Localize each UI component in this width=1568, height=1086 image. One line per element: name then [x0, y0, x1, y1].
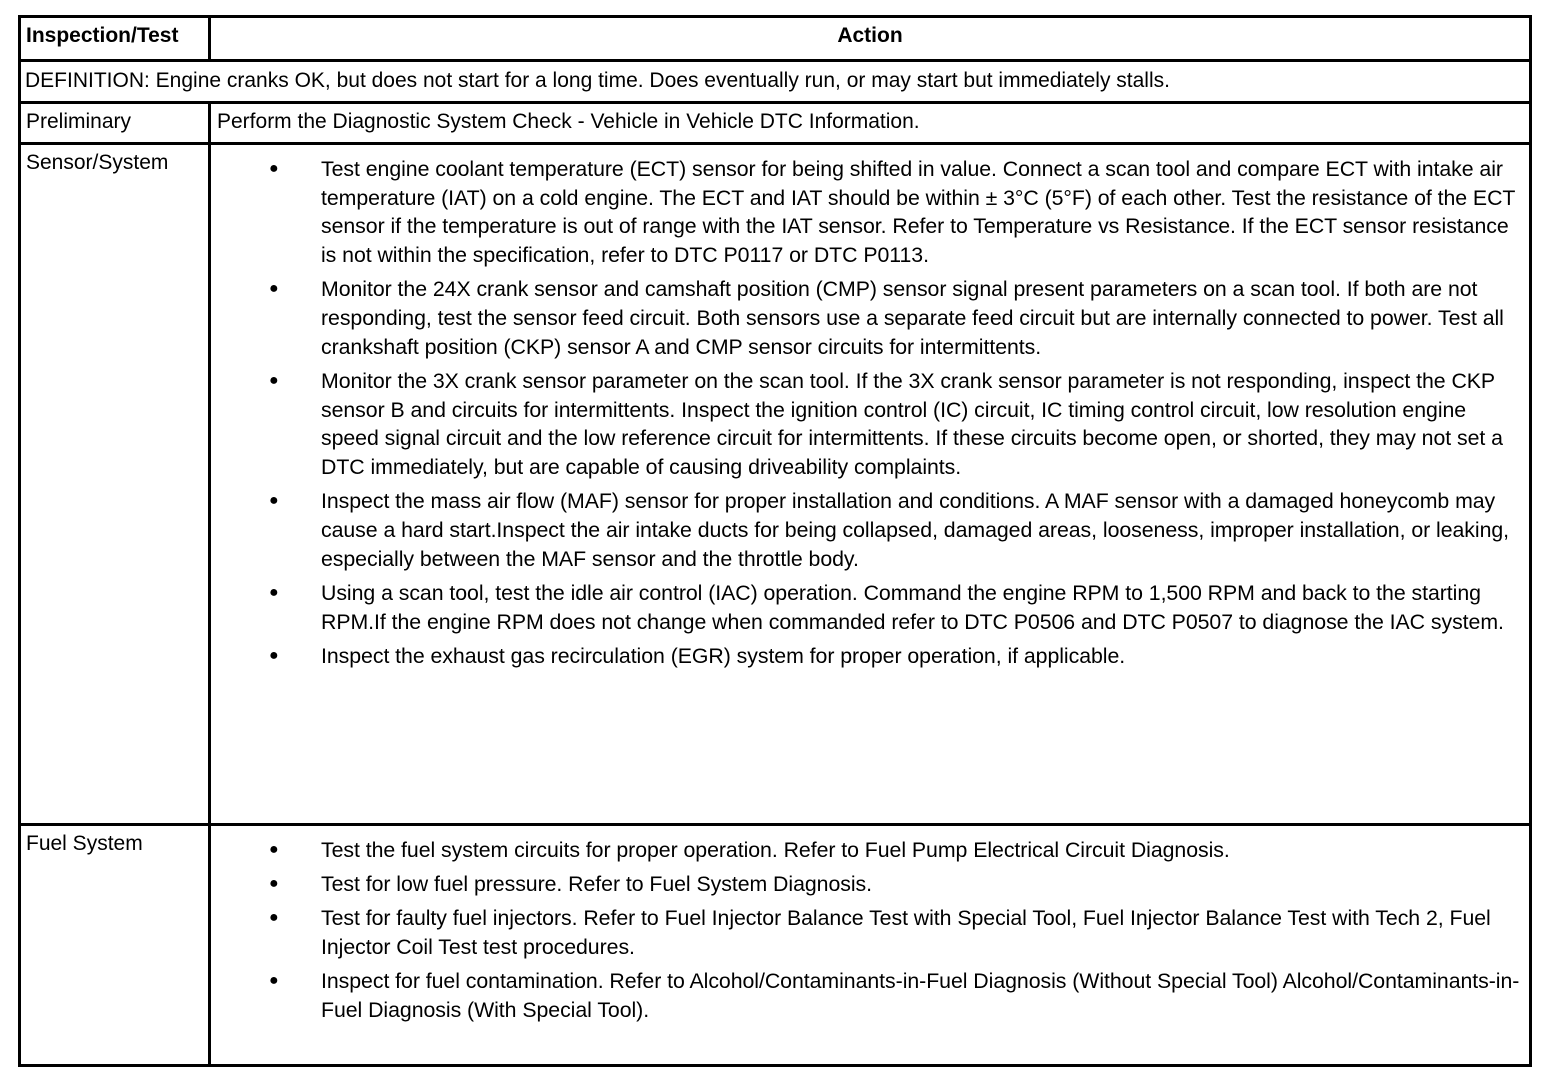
bullet-icon: ● — [269, 160, 279, 177]
diagnosis-table — [18, 15, 1532, 1067]
table-row-preliminary — [21, 101, 1529, 142]
list-item: ● Test engine coolant temperature (ECT) sensor for being shifted in value. Connect a scan tool and compare ECT with intake air temperature (IAT) on a cold engine. The ECT and IAT should be within ± 3°C (5°F) of each other. Test the resistance of the ECT sensor if the temperature is out of range with the IAT sensor. Refer to Temperature vs Resistance. If the ECT sensor resistance is not within the specification, refer to DTC P0117 or DTC P0113. — [269, 157, 1515, 268]
list-item: ● Monitor the 3X crank sensor parameter on the scan tool. If the 3X crank sensor parameter is not responding, inspect the CKP sensor B and circuits for intermittents. Inspect the ignition control (IC) circuit, IC timing control circuit, low resolution engine speed signal circuit and the low reference circuit for intermittents. If these circuits become open, or shorted, they may not set a DTC immediately, but are capable of causing driveability complaints. — [269, 368, 1503, 480]
list-item: ● Test the fuel system circuits for proper operation. Refer to Fuel Pump Electrical Circuit Diagnosis. — [217, 836, 1523, 865]
bullet-icon: ● — [269, 492, 279, 510]
bullet-icon: ● — [269, 280, 279, 298]
row-label: Fuel System — [21, 826, 211, 1064]
row-label: Preliminary — [21, 104, 211, 142]
fuel-checks-list — [217, 836, 1523, 1025]
list-item: ● Inspect the exhaust gas recirculation (EGR) system for proper operation, if applicable. — [217, 642, 1523, 671]
row-action-text: Perform the Diagnostic System Check - Vehicle in Vehicle DTC Information. — [217, 110, 920, 133]
bullet-icon: ● — [269, 875, 279, 893]
list-item: ● Test for low fuel pressure. Refer to Fuel System Diagnosis. — [217, 870, 1523, 899]
bullet-icon: ● — [269, 972, 279, 990]
table-row-fuel-system — [21, 823, 1529, 1064]
bullet-icon: ● — [269, 371, 279, 389]
list-item: ● Test for faulty fuel injectors. Refer to Fuel Injector Balance Test with Special Tool, Fuel Injector Balance Test with Tech 2, Fuel Injector Coil Test test procedures. — [269, 906, 1491, 960]
row-label: Sensor/System — [21, 145, 211, 823]
definition-row — [21, 59, 1529, 101]
bullet-icon: ● — [269, 841, 279, 858]
header-inspection-test: Inspection/Test — [21, 18, 211, 59]
bullet-icon: ● — [269, 909, 279, 927]
list-item: ● Inspect for fuel contamination. Refer to Alcohol/Contaminants-in-Fuel Diagnosis (Without Special Tool) Alcohol/Contaminants-in-Fuel Diagnosis (With Special Tool). — [269, 969, 1520, 1023]
header-action: Action — [837, 24, 903, 47]
definition-text: DEFINITION: Engine cranks OK, but does not start for a long time. Does eventually run, or may start but immediately stalls. — [25, 69, 1170, 92]
header-row — [21, 18, 1529, 59]
bullet-icon: ● — [269, 583, 279, 601]
bullet-icon: ● — [269, 646, 279, 664]
list-item: ● Inspect the mass air flow (MAF) sensor for proper installation and conditions. A MAF sensor with a damaged honeycomb may cause a hard start.Inspect the air intake ducts for being collapsed, damaged areas, looseness, improper installation, or leaking, especially between the MAF sensor and the throttle body. — [269, 489, 1510, 571]
list-item: ● Monitor the 24X crank sensor and camshaft position (CMP) sensor signal present parameters on a scan tool. If both are not responding, test the sensor feed circuit. Both sensors use a separate feed circuit but are internally connected to power. Test all crankshaft position (CKP) sensor A and CMP sensor circuits for intermittents. — [269, 277, 1504, 359]
table-row-sensor-system — [21, 142, 1529, 823]
list-item: ● Using a scan tool, test the idle air control (IAC) operation. Command the engine RPM to 1,500 RPM and back to the starting RPM.If the engine RPM does not change when commanded refer to DTC P0506 and DTC P0507 to diagnose the IAC system. — [269, 580, 1504, 634]
sensor-checks-list — [217, 155, 1523, 670]
